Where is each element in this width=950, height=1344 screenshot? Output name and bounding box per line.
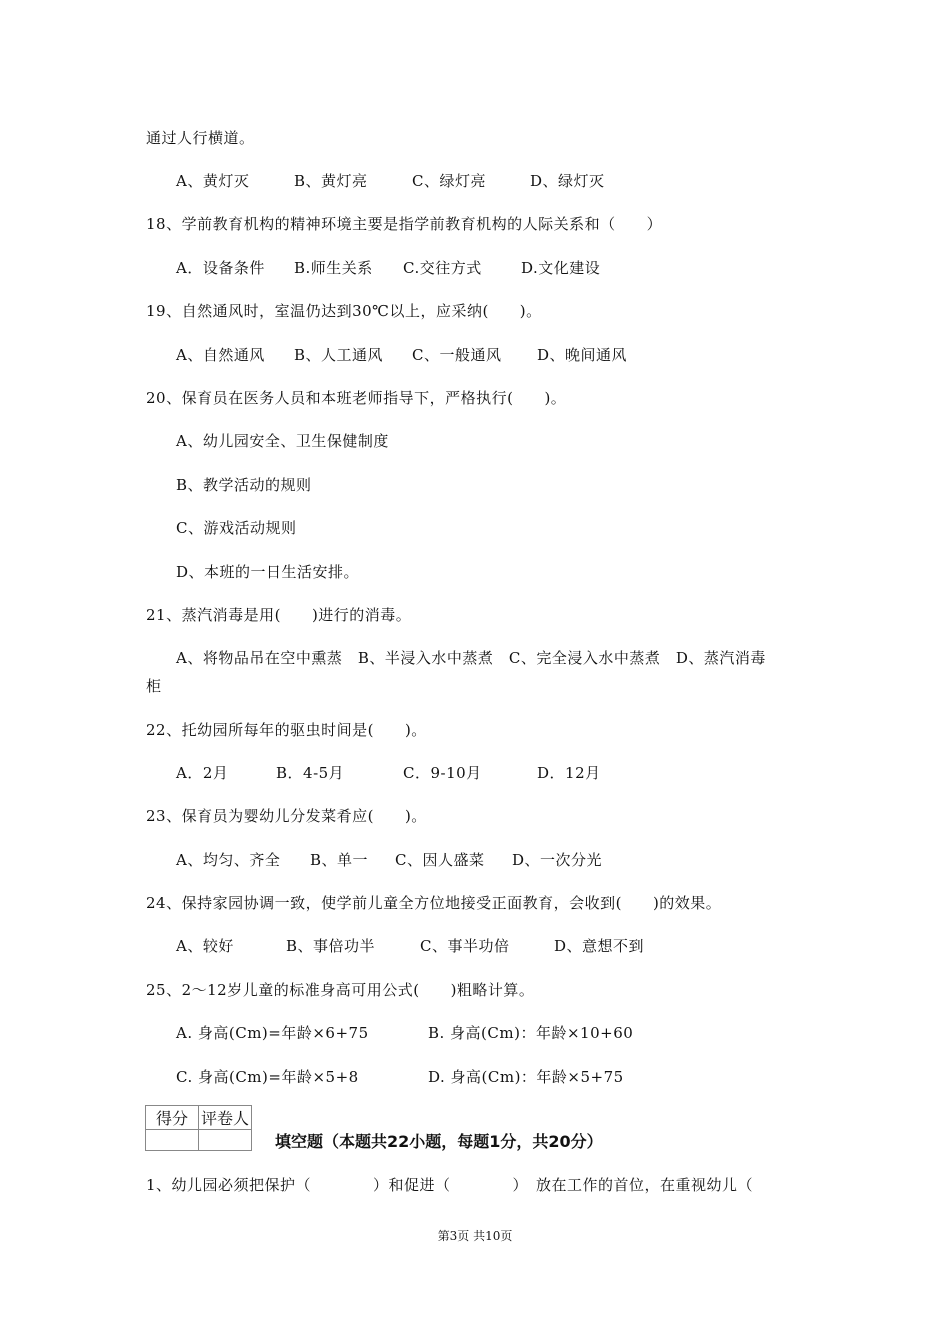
option-b: B、人工通风 (294, 346, 384, 364)
page-footer: 第3页 共10页 (437, 1229, 513, 1243)
fill-question-1: 1、幼儿园必须把保护（ ）和促进（ ） 放在工作的首位，在重视幼儿（ (146, 1176, 754, 1194)
question-21: 21、蒸汽消毒是用( )进行的消毒。 (146, 606, 412, 624)
option-b: B.师生关系 (294, 259, 373, 277)
option-a: A、黄灯灭 (176, 172, 250, 190)
option-d: D. 身高(Cm)：年龄×5+75 (428, 1068, 624, 1086)
option-a: A. 身高(Cm)=年龄×6+75 (176, 1024, 369, 1042)
question-20: 20、保育员在医务人员和本班老师指导下，严格执行( )。 (146, 389, 567, 407)
option-c: C、绿灯亮 (412, 172, 486, 190)
question-20-option-c: C、游戏活动规则 (176, 519, 297, 537)
grader-label: 评卷人 (199, 1106, 252, 1130)
score-label: 得分 (146, 1106, 199, 1130)
option-a: A、均匀、齐全 (176, 851, 281, 869)
option-b: B、事倍功半 (286, 937, 376, 955)
option-c: C．9-10月 (403, 764, 482, 782)
question-22: 22、托幼园所每年的驱虫时间是( )。 (146, 721, 427, 739)
option-b: B．4-5月 (276, 764, 345, 782)
option-a: A．设备条件 (176, 259, 265, 277)
option-b: B、黄灯亮 (294, 172, 368, 190)
option-c: C. 身高(Cm)=年龄×5+8 (176, 1068, 359, 1086)
option-a: A、较好 (176, 937, 234, 955)
option-c: C、因人盛菜 (395, 851, 485, 869)
score-cell (146, 1130, 199, 1151)
question-20-option-b: B、教学活动的规则 (176, 476, 312, 494)
option-d: D、一次分光 (512, 851, 603, 869)
question-18: 18、学前教育机构的精神环境主要是指学前教育机构的人际关系和（ ） (146, 215, 663, 233)
option-a: A．2月 (176, 764, 229, 782)
question-23: 23、保育员为婴幼儿分发菜肴应( )。 (146, 807, 427, 825)
section-title: 填空题（本题共22小题，每题1分，共20分） (275, 1132, 603, 1151)
question-25: 25、2～12岁儿童的标准身高可用公式( )粗略计算。 (146, 981, 535, 999)
option-d: D、绿灯灭 (530, 172, 605, 190)
question-21-options-wrap: 柜 (146, 677, 162, 695)
question-21-options: A、将物品吊在空中熏蒸 B、半浸入水中蒸煮 C、完全浸入水中蒸煮 D、蒸汽消毒 (176, 649, 766, 667)
option-b: B. 身高(Cm)：年龄×10+60 (428, 1024, 634, 1042)
option-c: C.交往方式 (403, 259, 482, 277)
option-d: D、意想不到 (554, 937, 645, 955)
question-24: 24、保持家园协调一致，使学前儿童全方位地接受正面教育，会收到( )的效果。 (146, 894, 722, 912)
question-19: 19、自然通风时，室温仍达到30℃以上，应采纳( )。 (146, 302, 542, 320)
option-c: C、事半功倍 (420, 937, 510, 955)
score-box (145, 1105, 252, 1151)
option-c: C、一般通风 (412, 346, 502, 364)
option-b: B、单一 (310, 851, 369, 869)
question-20-option-d: D、本班的一日生活安排。 (176, 563, 360, 581)
question-20-option-a: A、幼儿园安全、卫生保健制度 (176, 432, 389, 450)
option-a: A、自然通风 (176, 346, 265, 364)
question-17-continuation: 通过人行横道。 (146, 129, 255, 147)
option-d: D.文化建设 (521, 259, 601, 277)
option-d: D．12月 (537, 764, 601, 782)
option-d: D、晚间通风 (537, 346, 628, 364)
grader-cell (199, 1130, 252, 1151)
